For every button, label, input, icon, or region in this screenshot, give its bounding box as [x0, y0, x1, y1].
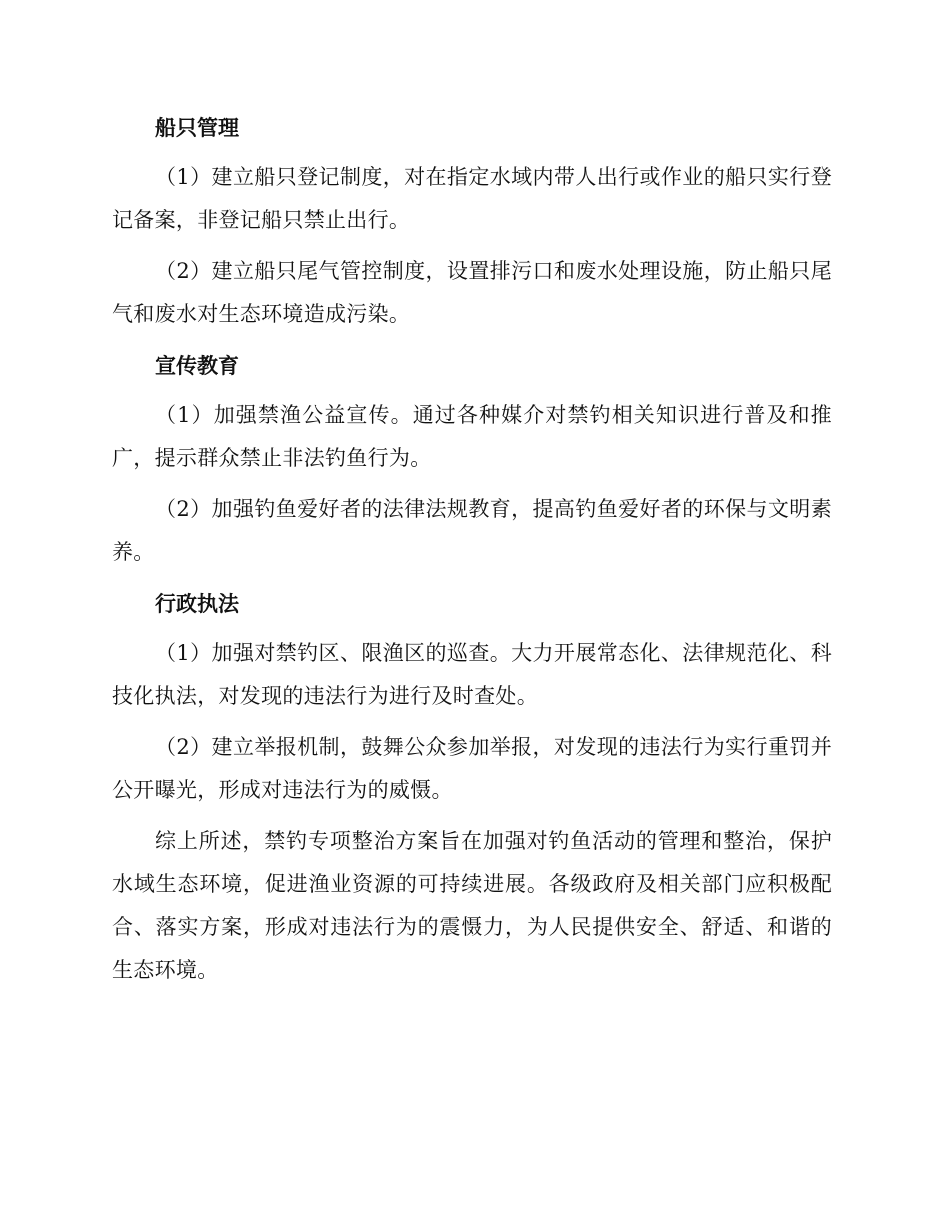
paragraph: （2）建立举报机制，鼓舞公众参加举报，对发现的违法行为实行重罚并公开曝光，形成对违法行为的威慑。 — [112, 735, 832, 802]
paragraph: （1）加强禁渔公益宣传。通过各种媒介对禁钓相关知识进行普及和推广，提示群众禁止非法钓鱼行为。 — [112, 403, 832, 470]
paragraph: （1）加强对禁钓区、限渔区的巡查。大力开展常态化、法律规范化、科技化执法，对发现的违法行为进行及时查处。 — [112, 641, 832, 708]
paragraph: （2）加强钓鱼爱好者的法律法规教育，提高钓鱼爱好者的环保与文明素养。 — [112, 497, 832, 564]
section-heading: 船只管理 — [155, 116, 239, 140]
paragraph: （2）建立船只尾气管控制度，设置排污口和废水处理设施，防止船只尾气和废水对生态环境造成污染。 — [112, 259, 832, 326]
section-administrative-enforcement — [112, 582, 832, 812]
conclusion-paragraph: 综上所述，禁钓专项整治方案旨在加强对钓鱼活动的管理和整治，保护水域生态环境，促进渔业资源的可持续进展。各级政府及相关部门应积极配合、落实方案，形成对违法行为的震慑力，为人民提供安全、舒适、和谐的生态环境。 — [112, 829, 832, 982]
section-vessel-management — [112, 106, 832, 336]
section-heading: 宣传教育 — [155, 354, 239, 378]
section-publicity-education — [112, 344, 832, 574]
document-body — [112, 106, 832, 1000]
section-heading: 行政执法 — [155, 592, 239, 616]
paragraph: （1）建立船只登记制度，对在指定水域内带人出行或作业的船只实行登记备案，非登记船只禁止出行。 — [112, 165, 832, 232]
